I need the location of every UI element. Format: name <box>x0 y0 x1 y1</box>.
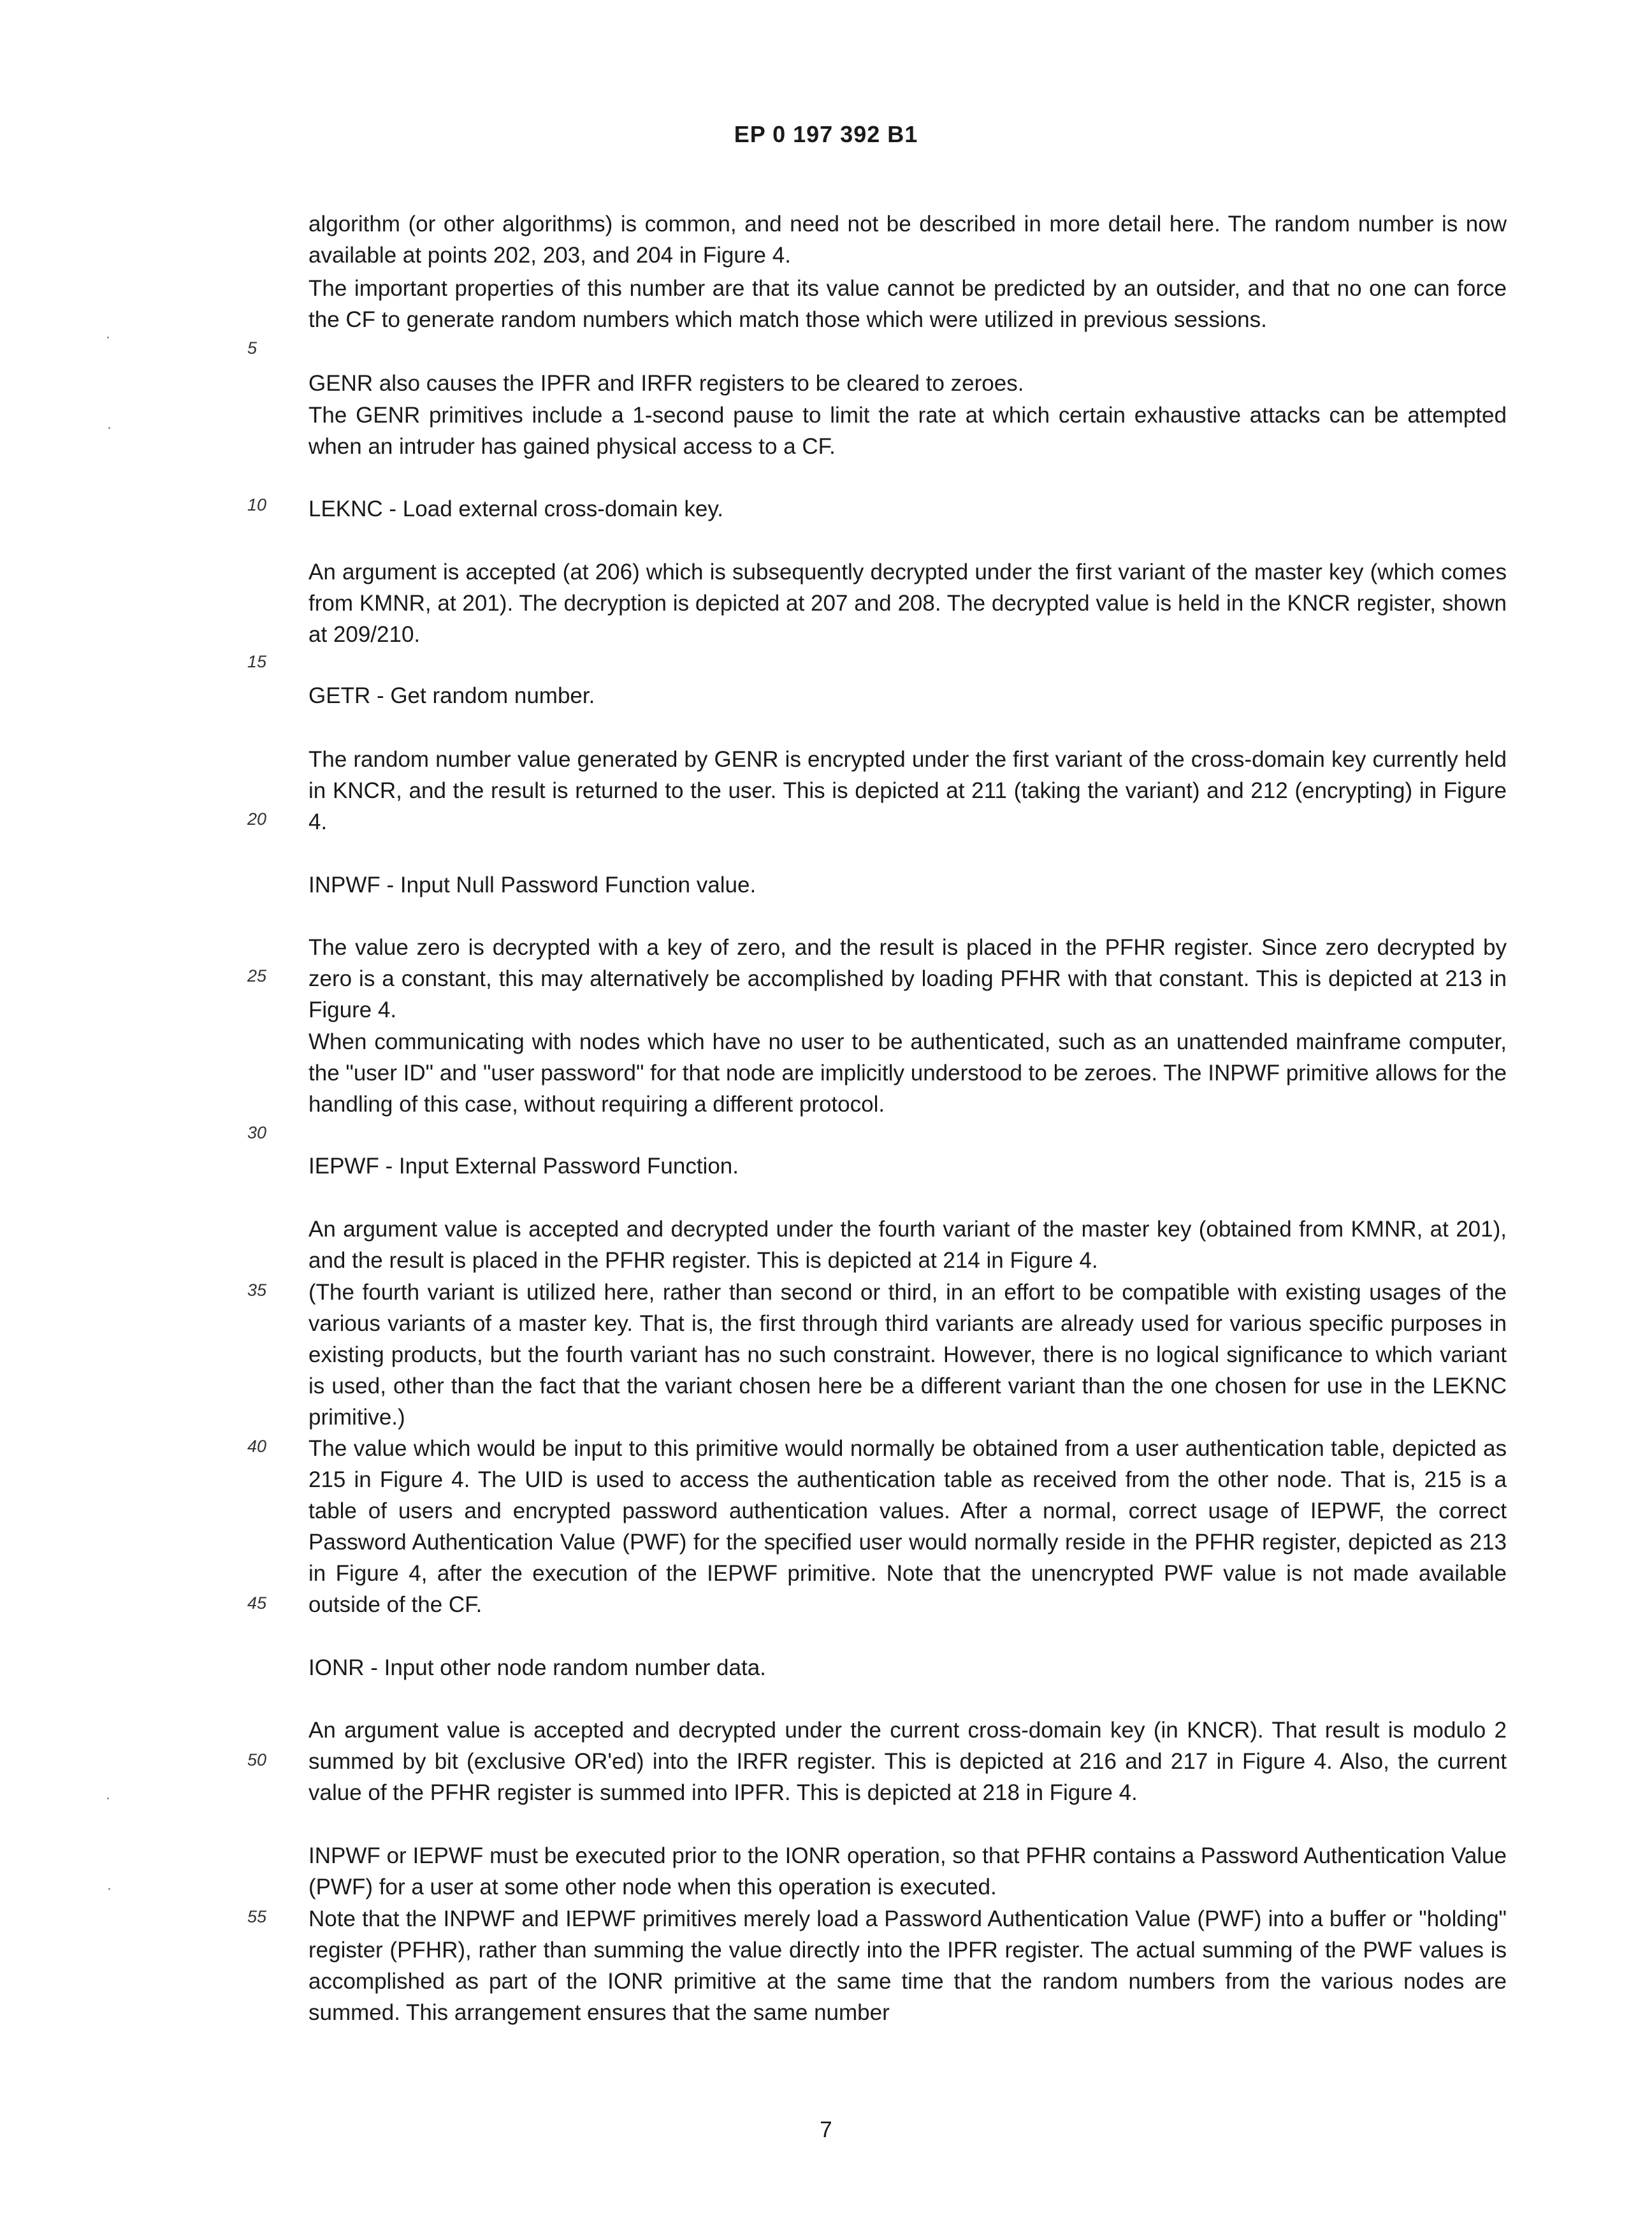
line-number: 5 <box>247 338 257 358</box>
line-number: 50 <box>247 1750 267 1769</box>
scan-speck <box>108 1888 110 1890</box>
paragraph: algorithm (or other algorithms) is common, and need not be described in more detail here. The random number is now available at points 202, 203, and 204 in Figure 4. <box>308 212 1507 268</box>
line-number: 45 <box>247 1594 267 1613</box>
line-number: 35 <box>247 1281 267 1300</box>
section-heading-leknc: LEKNC - Load external cross-domain key. <box>308 497 724 521</box>
paragraph: The GENR primitives include a 1-second pause to limit the rate at which certain exhaustive attacks can be attempted when an intruder has gained physical access to a CF. <box>308 403 1507 459</box>
paragraph: The value zero is decrypted with a key of zero, and the result is placed in the PFHR register. Since zero decrypted by zero is a constant, this may alternatively be accomplished by loading PFHR with that constant. This is depicted at 213 in Figure 4. <box>308 935 1507 1022</box>
paragraph: GENR also causes the IPFR and IRFR registers to be cleared to zeroes. <box>308 371 1024 396</box>
line-number: 15 <box>247 652 267 671</box>
line-number: 20 <box>247 809 267 829</box>
paragraph: An argument value is accepted and decrypted under the fourth variant of the master key (obtained from KMNR, at 201), and the result is placed in the PFHR register. This is depicted at 214 in Figure 4. <box>308 1217 1507 1273</box>
paragraph: (The fourth variant is utilized here, rather than second or third, in an effort to be compatible with existing usages of the various variants of a master key. That is, the first through third variants are already used for various specific purposes in existing products, but the fourth variant has no such constraint. However, there is no logical significance to which variant is used, other than the fact that the variant chosen here be a different variant than the one chosen for use in the LEKNC primitive.) <box>308 1280 1507 1430</box>
section-heading-ionr: IONR - Input other node random number data. <box>308 1655 766 1680</box>
paragraph: An argument value is accepted and decrypted under the current cross-domain key (in KNCR). That result is modulo 2 summed by bit (exclusive OR'ed) into the IRFR register. This is depicted at 216 and 217 in Figure 4. Also, the current value of the PFHR register is summed into IPFR. This is depicted at 218 in Figure 4. <box>308 1718 1507 1805</box>
paragraph: When communicating with nodes which have no user to be authenticated, such as an unattended mainframe computer, the "user ID" and "user password" for that node are implicitly understood to be zeroes. The INPWF primitive allows for the handling of this case, without requiring a different protocol. <box>308 1029 1507 1117</box>
section-heading-iepwf: IEPWF - Input External Password Function. <box>308 1154 739 1179</box>
paragraph: INPWF or IEPWF must be executed prior to the IONR operation, so that PFHR contains a Password Authentication Value (PWF) for a user at some other node when this operation is executed. <box>308 1843 1507 1899</box>
scan-speck <box>107 1797 109 1799</box>
paragraph: An argument is accepted (at 206) which is subsequently decrypted under the first variant of the master key (which comes from KMNR, at 201). The decryption is depicted at 207 and 208. The decrypted value is held in the KNCR register, shown at 209/210. <box>308 560 1507 647</box>
section-heading-getr: GETR - Get random number. <box>308 683 595 708</box>
line-number: 55 <box>247 1907 267 1926</box>
paragraph: The value which would be input to this primitive would normally be obtained from a user authentication table, depicted as 215 in Figure 4. The UID is used to access the authentication table as received from the other node. That is, 215 is a table of users and encrypted password authentication values. After a normal, correct usage of IEPWF, the correct Password Authentication Value (PWF) for the specified user would normally reside in the PFHR register, depicted as 213 in Figure 4, after the execution of the IEPWF primitive. Note that the unencrypted PWF value is not made available outside of the CF. <box>308 1436 1507 1617</box>
scan-speck <box>108 427 110 429</box>
page-number: 7 <box>820 2117 832 2142</box>
section-heading-inpwf: INPWF - Input Null Password Function value. <box>308 873 757 897</box>
line-number: 40 <box>247 1437 267 1456</box>
line-number: 30 <box>247 1123 267 1142</box>
line-number: 25 <box>247 966 267 985</box>
paragraph: Note that the INPWF and IEPWF primitives merely load a Password Authentication Value (PWF) into a buffer or "holding" register (PFHR), rather than summing the value directly into the IPFR register. The actual summing of the PWF values is accomplished as part of the IONR primitive at the same time that the random numbers from the various nodes are summed. This arrangement ensures that the same number <box>308 1906 1507 2025</box>
paragraph: The random number value generated by GENR is encrypted under the first variant of the cross-domain key currently held in KNCR, and the result is returned to the user. This is depicted at 211 (taking the variant) and 212 (encrypting) in Figure 4. <box>308 747 1507 834</box>
line-number: 10 <box>247 495 267 514</box>
paragraph: The important properties of this number are that its value cannot be predicted by an outsider, and that no one can force the CF to generate random numbers which match those which were utilized in previous sessions. <box>308 276 1507 332</box>
page-header: EP 0 197 392 B1 <box>734 121 918 147</box>
scan-speck <box>107 337 109 338</box>
